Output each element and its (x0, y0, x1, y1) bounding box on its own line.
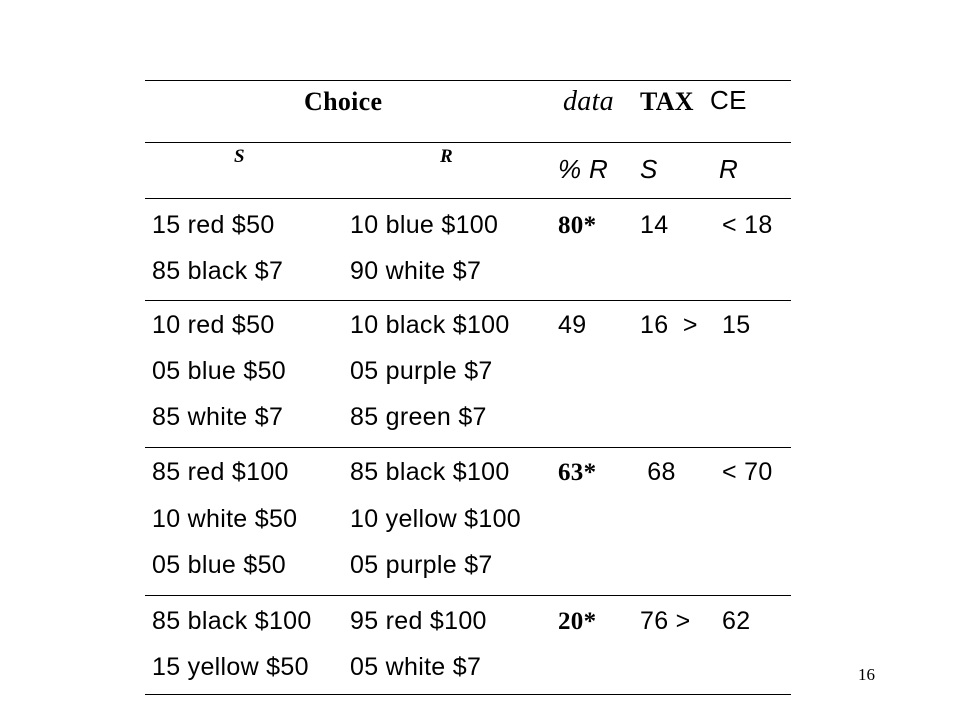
cell-r: 05 purple $7 (350, 551, 493, 579)
cell-s: 05 blue $50 (152, 551, 286, 579)
cell-s: 85 black $100 (152, 607, 312, 635)
cell-data: 80* (558, 212, 597, 239)
cell-tax-s: 68 (640, 458, 676, 486)
cell-ce-r: < 18 (722, 211, 773, 239)
cell-r: 90 white $7 (350, 257, 482, 285)
cell-s: 85 red $100 (152, 458, 289, 486)
cell-ce-r: 15 (722, 311, 751, 339)
cell-r: 85 green $7 (350, 403, 487, 431)
cell-s: 10 red $50 (152, 311, 275, 339)
subheader-ce-r: R (719, 154, 739, 184)
table-rule-group-4 (145, 595, 791, 596)
cell-s: 15 red $50 (152, 211, 275, 239)
cell-data: 20* (558, 608, 597, 635)
subheader-pct-r: % R (558, 154, 609, 184)
cell-s: 85 white $7 (152, 403, 284, 431)
cell-r: 10 blue $100 (350, 211, 499, 239)
subheader-tax-s: S (640, 154, 658, 184)
cell-tax-s: 14 (640, 211, 669, 239)
table-rule-group-2 (145, 300, 791, 301)
page-number: 16 (858, 665, 875, 684)
cell-r: 05 purple $7 (350, 357, 493, 385)
table-rule-subheader (145, 198, 791, 199)
table-rule-top (145, 80, 791, 81)
header-data: data (563, 86, 614, 117)
cell-r: 85 black $100 (350, 458, 510, 486)
cell-s: 85 black $7 (152, 257, 284, 285)
cell-tax-s: 16 > (640, 311, 698, 339)
table-rule-bottom (145, 694, 791, 695)
table-rule-group-3 (145, 447, 791, 448)
cell-ce-r: 62 (722, 607, 751, 635)
header-ce: CE (710, 85, 747, 115)
cell-data: 49 (558, 311, 587, 339)
cell-s: 10 white $50 (152, 505, 298, 533)
subheader-r: R (440, 146, 453, 167)
cell-s: 15 yellow $50 (152, 653, 309, 681)
cell-r: 95 red $100 (350, 607, 487, 635)
cell-r: 10 black $100 (350, 311, 510, 339)
header-tax: TAX (640, 87, 694, 116)
cell-data: 63* (558, 459, 597, 486)
cell-ce-r: < 70 (722, 458, 773, 486)
table-rule-header (145, 142, 791, 143)
header-choice: Choice (304, 87, 383, 116)
cell-r: 05 white $7 (350, 653, 482, 681)
subheader-s: S (234, 146, 245, 167)
cell-s: 05 blue $50 (152, 357, 286, 385)
cell-tax-s: 76 > (640, 607, 691, 635)
cell-r: 10 yellow $100 (350, 505, 521, 533)
